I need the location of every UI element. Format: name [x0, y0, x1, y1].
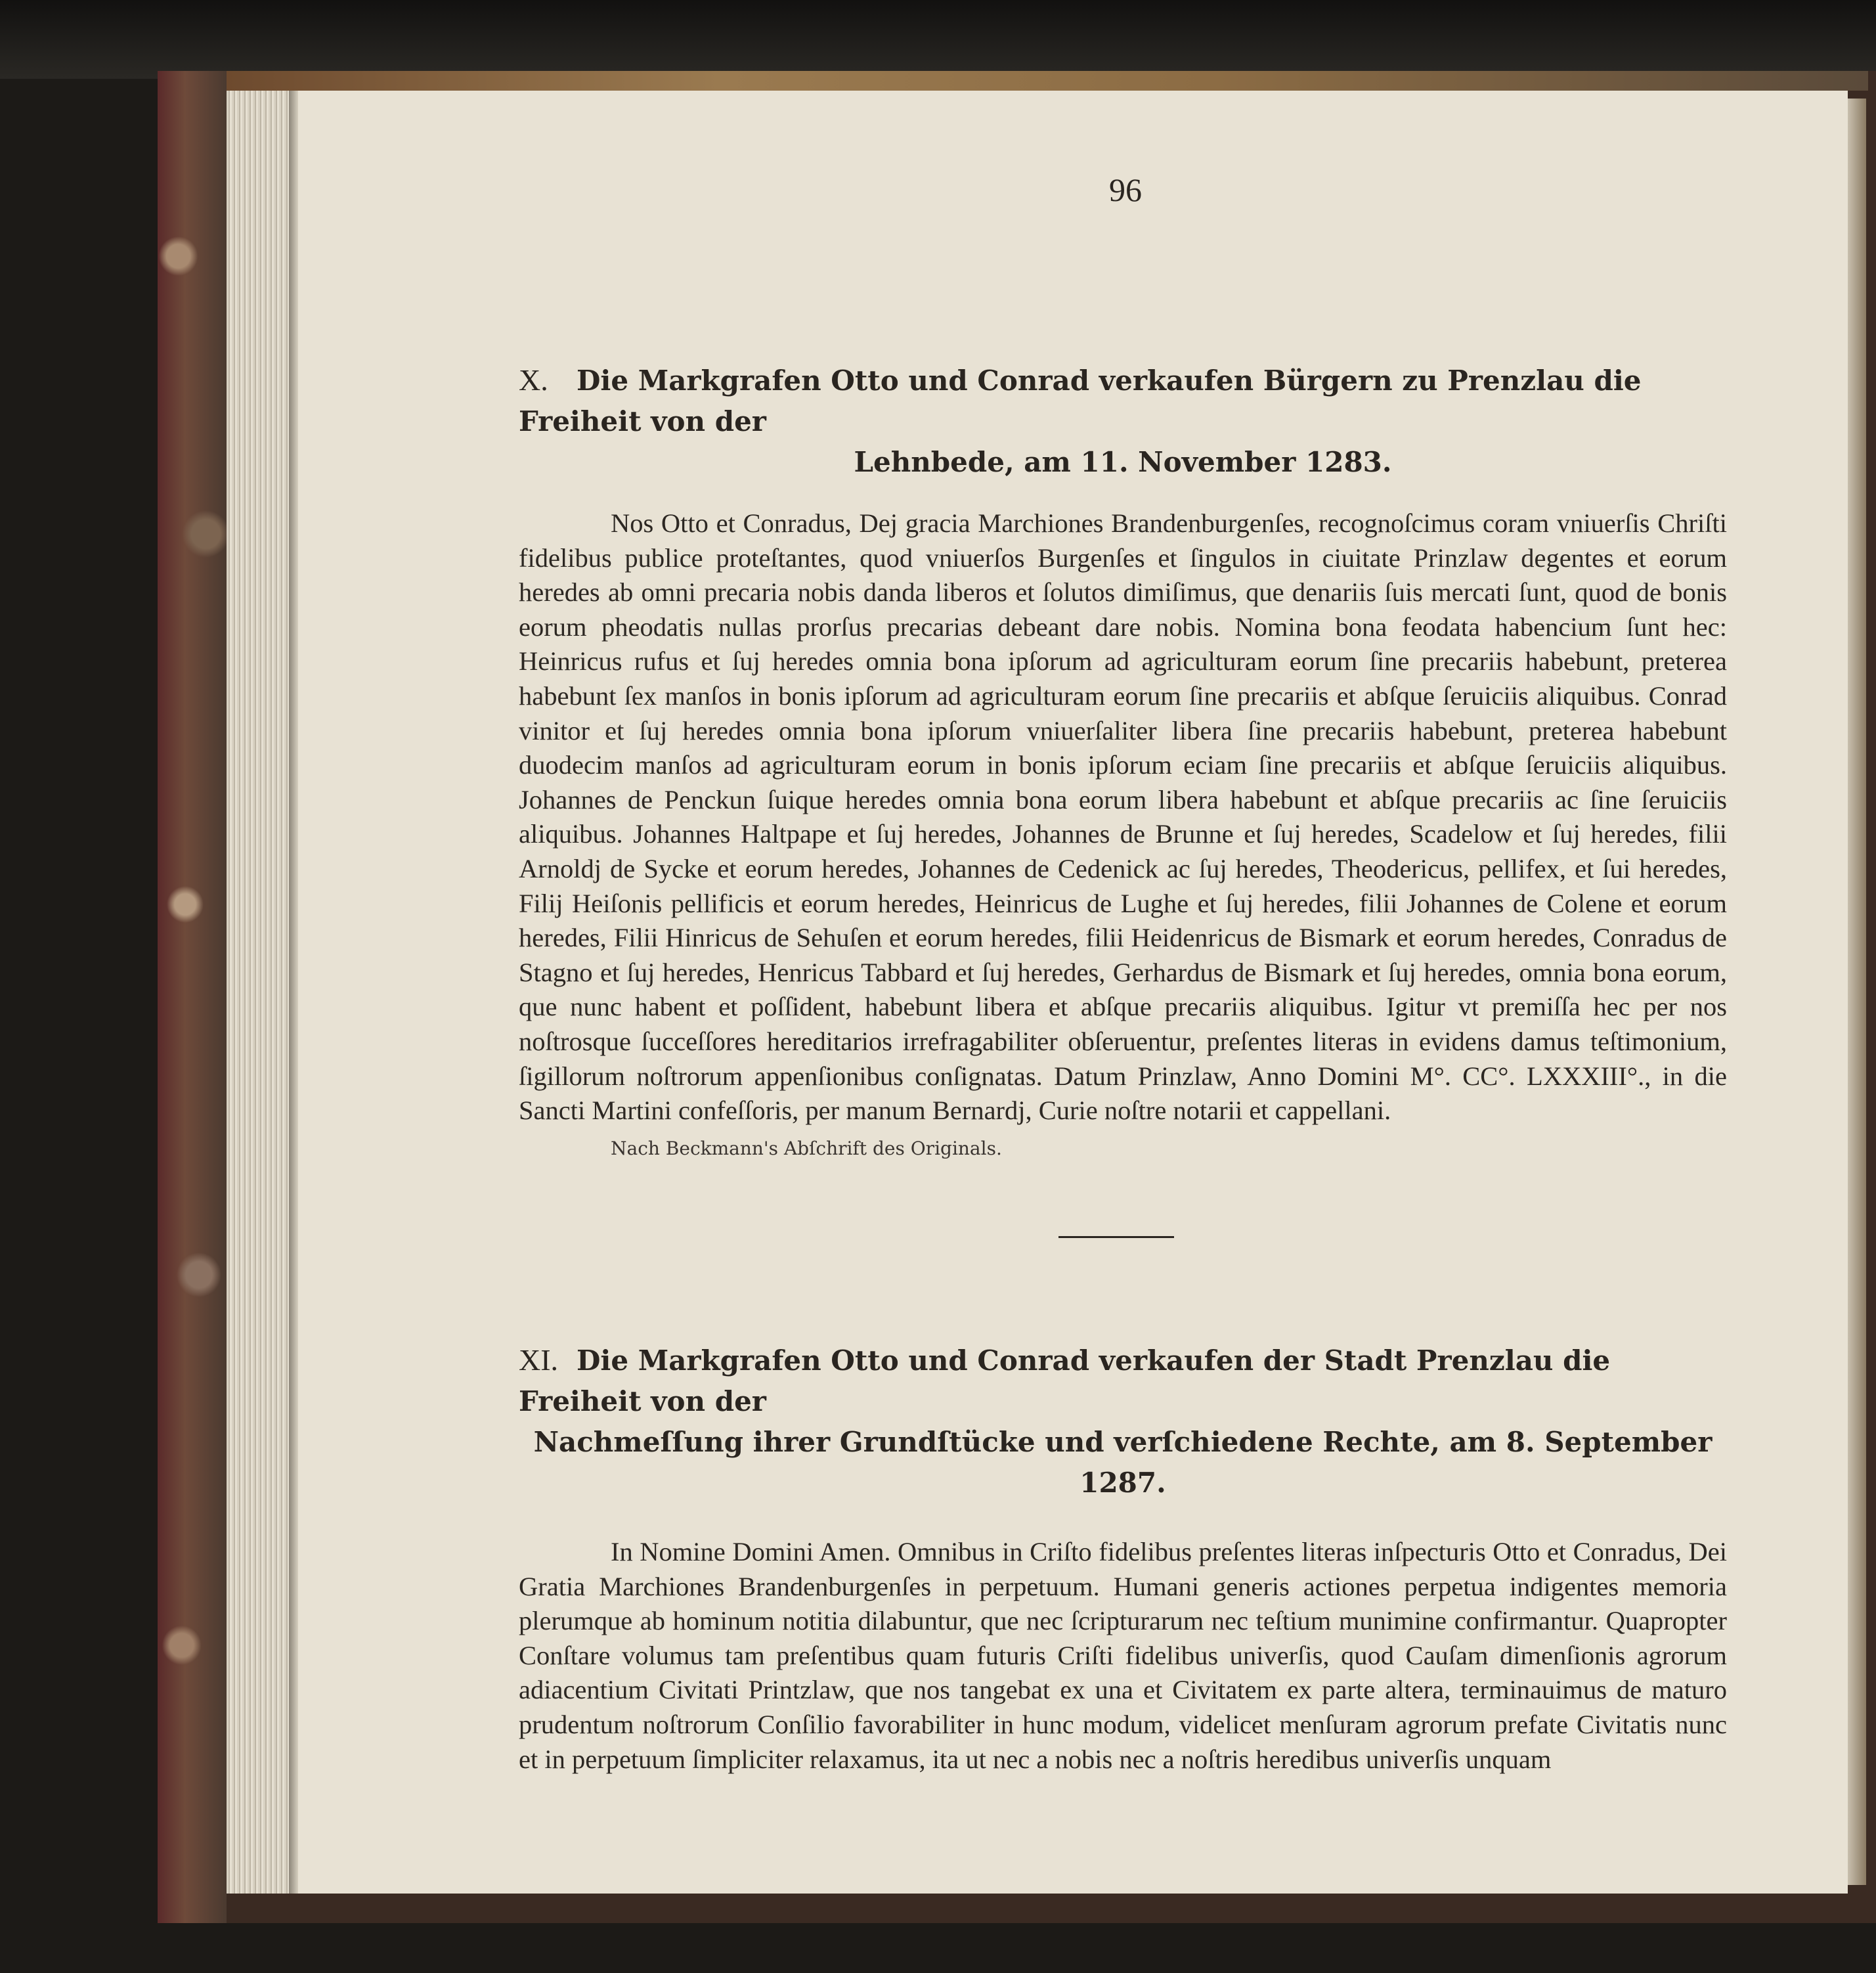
book-page: [298, 91, 1848, 1894]
section-x: [519, 360, 1727, 1159]
section-xi-heading-line2: Nachmeſſung ihrer Grundſtücke und verſchiedene Rechte, am 8. September 1287.: [533, 1426, 1712, 1499]
page-stack: [227, 91, 292, 1894]
section-x-heading: [519, 360, 1727, 483]
page-right-edge: [1848, 99, 1866, 1885]
section-xi-heading: [519, 1340, 1727, 1503]
gutter-shadow: [289, 91, 298, 1894]
section-x-source-note: Nach Beckmann's Abſchrift des Originals.: [611, 1137, 1002, 1159]
backdrop: [0, 0, 1876, 79]
section-xi-numeral: XI.: [519, 1343, 559, 1377]
section-xi-body: [519, 1535, 1727, 1777]
book-top-edge: [227, 71, 1868, 91]
section-x-heading-line1: Die Markgrafen Otto und Conrad verkaufen Bürgern zu Prenzlau die Freiheit von der: [519, 365, 1642, 437]
section-x-body: [519, 506, 1727, 1128]
section-xi-heading-line1: Die Markgrafen Otto und Conrad verkaufen der Stadt Prenzlau die Freiheit von der: [519, 1344, 1611, 1417]
section-xi-body-text: In Nomine Domini Amen. Omnibus in Criſto fidelibus preſentes literas inſpecturis Otto et Conradus, Dei Gratia Marchiones Brandenburgenſes in perpetuum. Humani generis actiones perpetua indigentes memoria plerumque ab hominum notitia dilabuntur, que nec ſcripturarum nec teſtium munimine confirmantur. Quapropter Conſtare volumus tam preſentibus quam futuris Criſti fidelibus univerſis, quod Cauſam dimenſionis agrorum adiacentium Civitati Printzlaw, que nos tangebat ex una et Civitatem ex parte altera, terminauimus de maturo prudentum noſtrorum Conſilio favorabiliter in hunc modum, videlicet menſuram agrorum prefate Civitatis nunc et in perpetuum ſimpliciter relaxamus, ita ut nec a nobis nec a noſtris heredibus univerſis unquam: [519, 1537, 1727, 1774]
page-number: 96: [1109, 171, 1142, 208]
section-x-numeral: X.: [519, 363, 548, 397]
section-xi: [519, 1340, 1727, 1777]
section-divider: [1058, 1236, 1174, 1238]
section-x-heading-line2: Lehnbede, am 11. November 1283.: [854, 446, 1392, 478]
marbled-endpaper: [158, 71, 227, 1923]
section-x-body-text: Nos Otto et Conradus, Dej gracia Marchiones Brandenburgenſes, recognoſcimus coram vniuerſis Chriſti fidelibus publice proteſtantes, quod vniuerſos Burgenſes et ſingulos in ciuitate Prinzlaw degentes et eorum heredes ab omni precaria nobis danda liberos et ſolutos dimiſimus, que denariis ſuis mercati ſunt, quod de bonis eorum pheodatis nullas prorſus precarias debeant dare nobis. Nomina bona feodata habencium ſunt hec: Heinricus rufus et ſuj heredes omnia bona ipſorum ad agriculturam eorum ſine precariis habebunt, preterea habebunt ſex manſos in bonis ipſorum ad agriculturam eorum ſine precariis et abſque ſeruiciis aliquibus. Conrad vinitor et ſuj heredes omnia bona ipſorum vniuerſaliter libera ſine precariis habebunt, preterea habebunt duodecim manſos ad agriculturam eorum in bonis ipſorum eciam ſine precariis et abſque ſeruiciis aliquibus. Johannes de Penckun ſuique heredes omnia bona eorum libera habebunt et abſque precariis ac ſine ſeruiciis aliquibus. Johannes Haltpape et ſuj heredes, Johannes de Brunne et ſuj heredes, Scadelow et ſuj heredes, filii Arnoldj de Sycke et eorum heredes, Johannes de Cedenick ac ſuj heredes, Theodericus, pellifex, et ſui heredes, Filij Heiſonis pellificis et eorum heredes, Heinricus de Lughe et ſuj heredes, filii Johannes de Colene et eorum heredes, Filii Hinricus de Sehuſen et eorum heredes, filii Heidenricus de Bismark et eorum heredes, Conradus de Stagno et ſuj heredes, Henricus Tabbard et ſuj heredes, Gerhardus de Bismark et ſuj heredes, omnia bona eorum, que nunc habent et poſſident, habebunt libera et abſque precariis aliquibus. Igitur vt premiſſa hec per nos noſtrosque ſucceſſores hereditarios irrefragabiliter obſeruentur, preſentes literas in evidens damus teſtimonium, ſigillorum noſtrorum appenſionibus conſignatas. Datum Prinzlaw, Anno Domini M°. CC°. LXXXIII°., in die Sancti Martini confeſſoris, per manum Bernardj, Curie noſtre notarii et cappellani.: [519, 508, 1727, 1126]
